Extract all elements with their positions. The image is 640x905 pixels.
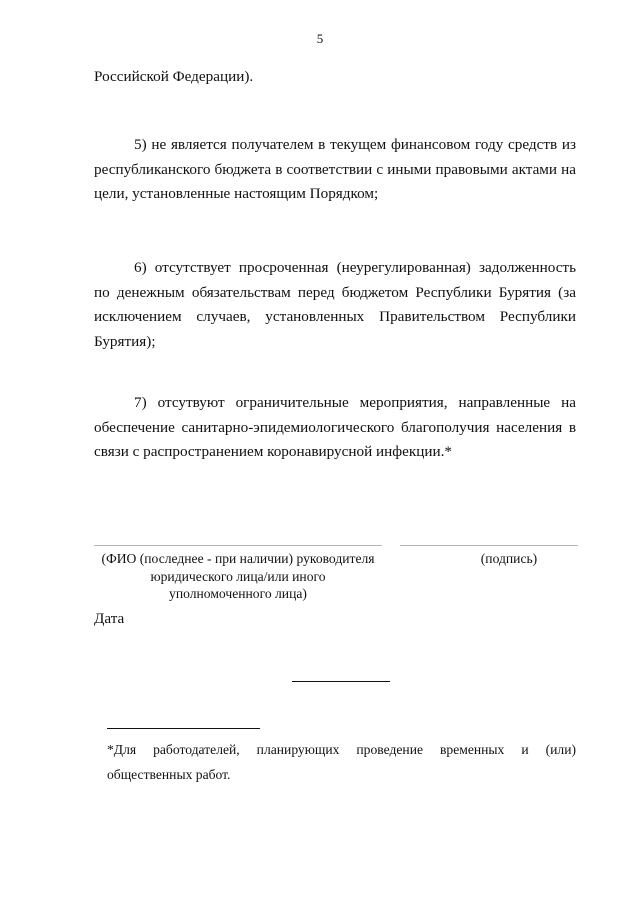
paragraph-continuation: Российской Федерации). (94, 68, 254, 85)
name-caption-line-3: уполномоченного лица) (169, 586, 307, 601)
paragraph-item-7: 7) отсутвуют ограничительные мероприятия, направленные на обеспечение санитарно-эпидемиологического благополучия населения в связи с распространением коронавирусной инфекции.* (94, 394, 576, 461)
footnote-divider (107, 728, 260, 729)
footnote-text: *Для работодателей, планирующих проведение временных и (или) общественных работ. (107, 742, 576, 782)
center-divider (292, 681, 390, 682)
paragraph-item-5: 5) не является получателем в текущем финансовом году средств из республиканского бюджета в соответствии с иными правовыми актами на цели, установленные настоящим Порядком; (94, 136, 576, 203)
name-caption (94, 550, 382, 603)
paragraph-item-6: 6) отсутствует просроченная (неурегулированная) задолженность по денежным обязательствам перед бюджетом Республики Бурятия (за исключением случаев, установленных Правительством Республики Бурятия); (94, 259, 576, 350)
page-number: 5 (316, 31, 324, 46)
date-label: Дата (94, 610, 125, 627)
signature-caption: (подпись) (480, 551, 538, 566)
name-caption-line-1: (ФИО (последнее - при наличии) руководителя (101, 551, 375, 566)
name-caption-line-2: юридического лица/или иного (150, 568, 326, 584)
name-signature-line (94, 545, 382, 546)
signature-line (400, 545, 578, 546)
